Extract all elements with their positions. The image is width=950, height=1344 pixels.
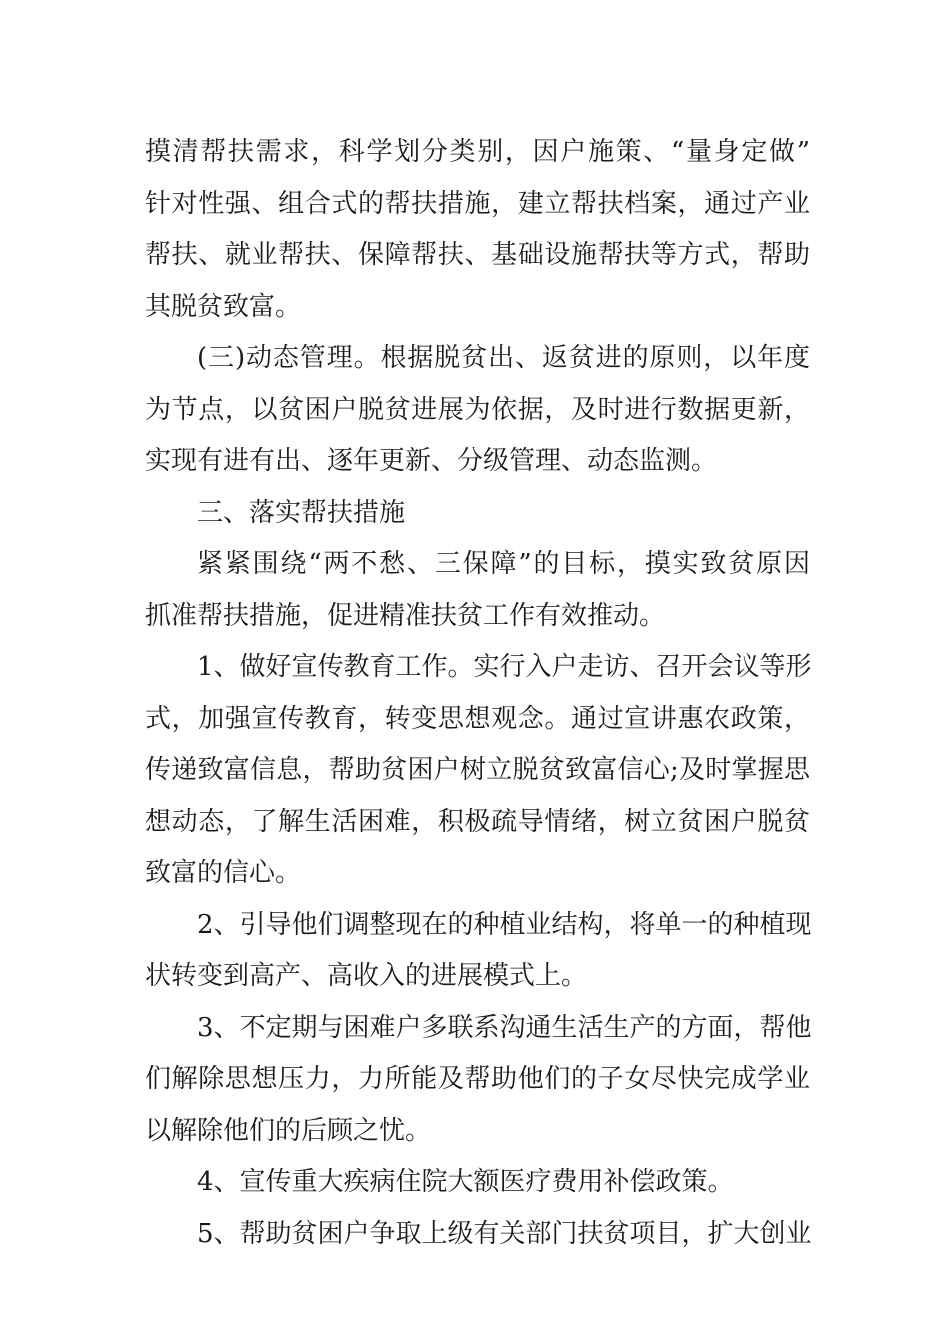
- text-line: 们解除思想压力，力所能及帮助他们的子女尽快完成学业: [145, 1064, 810, 1094]
- text-line: 三、落实帮扶措施: [197, 497, 406, 528]
- text-line: 紧紧围绕“两不愁、三保障”的目标，摸实致贫原因: [197, 549, 810, 579]
- text-line: 以解除他们的后顾之忧。: [145, 1115, 432, 1146]
- text-line: 3、不定期与困难户多联系沟通生活生产的方面，帮他: [197, 1012, 812, 1043]
- paragraph: [145, 1209, 810, 1261]
- document-body: [145, 127, 810, 1260]
- text-line: 为节点，以贫困户脱贫进展为依据，及时进行数据更新，: [145, 394, 810, 425]
- paragraph: [145, 539, 810, 642]
- text-line: 摸清帮扶需求，科学划分类别，因户施策、“量身定做”: [145, 137, 810, 167]
- text-line: 2、引导他们调整现在的种植业结构，将单一的种植现: [197, 909, 812, 940]
- paragraph: [145, 1003, 810, 1158]
- text-line: 1、做好宣传教育工作。实行入户走访、召开会议等形: [197, 652, 812, 682]
- text-line: 状转变到高产、高收入的进展模式上。: [145, 961, 588, 991]
- paragraph: [145, 333, 810, 488]
- text-line: (三)动态管理。根据脱贫出、返贫进的原则，以年度: [197, 343, 810, 373]
- paragraph: [145, 127, 810, 333]
- text-line: 传递致富信息，帮助贫困户树立脱贫致富信心;及时掌握思: [145, 755, 810, 785]
- text-line: 帮扶、就业帮扶、保障帮扶、基础设施帮扶等方式，帮助: [145, 240, 810, 270]
- text-line: 想动态，了解生活困难，积极疏导情绪，树立贫困户脱贫: [145, 806, 810, 837]
- text-line: 4、宣传重大疾病住院大额医疗费用补偿政策。: [197, 1167, 734, 1197]
- text-line: 5、帮助贫困户争取上级有关部门扶贫项目，扩大创业: [197, 1218, 812, 1249]
- paragraph: [145, 642, 810, 900]
- paragraph: [145, 1157, 810, 1209]
- text-line: 致富的信心。: [145, 858, 302, 888]
- text-line: 针对性强、组合式的帮扶措施，建立帮扶档案，通过产业: [145, 188, 810, 219]
- text-line: 式，加强宣传教育，转变思想观念。通过宣讲惠农政策，: [145, 703, 810, 734]
- text-line: 其脱贫致富。: [145, 291, 302, 322]
- section-heading: [145, 488, 810, 540]
- text-line: 实现有进有出、逐年更新、分级管理、动态监测。: [145, 446, 718, 476]
- paragraph: [145, 900, 810, 1003]
- text-line: 抓准帮扶措施，促进精准扶贫工作有效推动。: [145, 600, 666, 631]
